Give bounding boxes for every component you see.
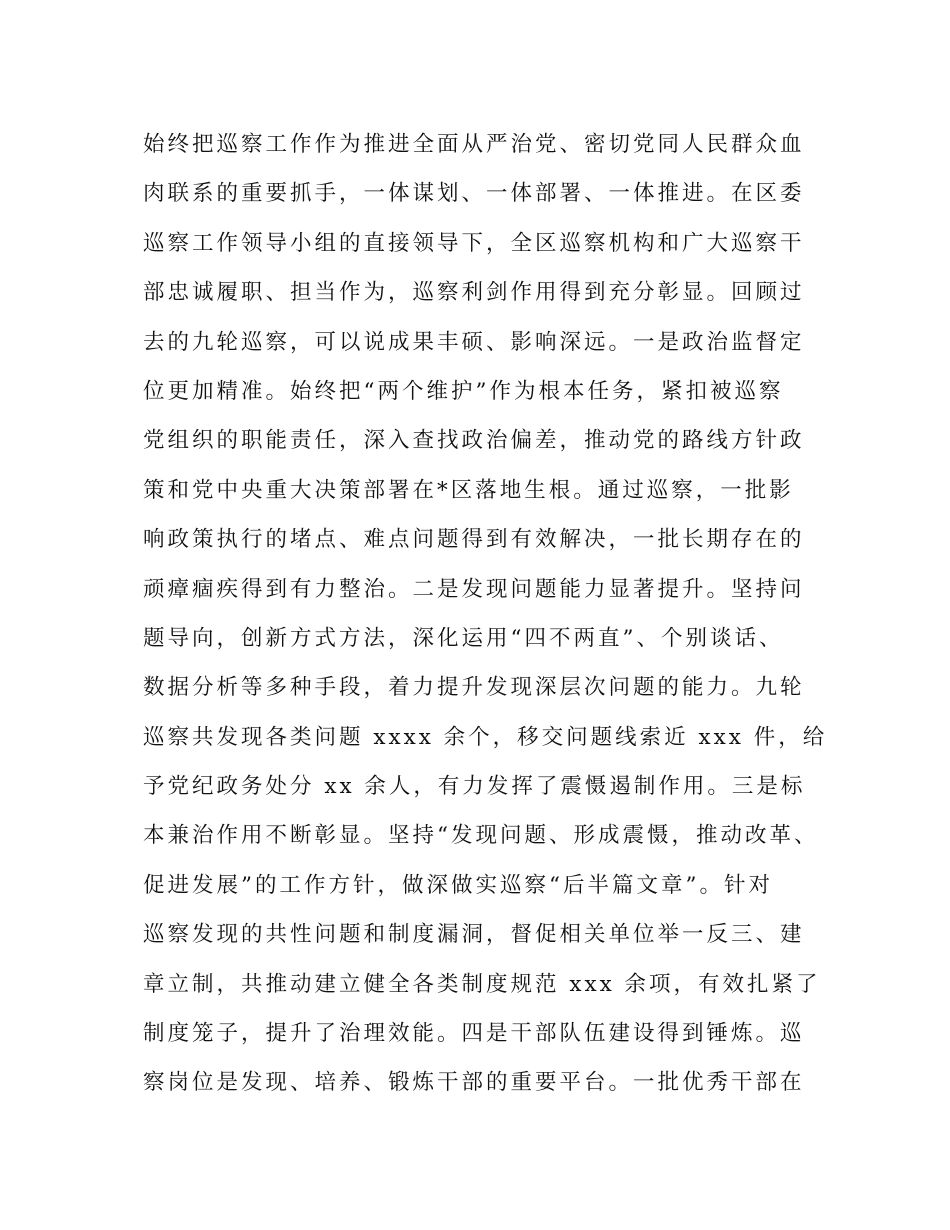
text-line: 响政策执行的堵点、难点问题得到有效解决，一批长期存在的 [143, 527, 805, 553]
text-line: 察岗位是发现、培养、锻炼干部的重要平台。一批优秀干部在 [143, 1070, 805, 1096]
text-line: 始终把巡察工作作为推进全面从严治党、密切党同人民群众血 [143, 132, 805, 157]
text-line: 题导向，创新方式方法，深化运用“四不两直”、个别谈话、 [143, 625, 784, 651]
document-body [143, 120, 828, 1108]
text-line: 予党纪政务处分 xx 余人，有力发挥了震慑遏制作用。三是标 [143, 774, 806, 800]
text-line: 巡察发现的共性问题和制度漏洞，督促相关单位举一反三、建 [143, 922, 805, 948]
text-line: 去的九轮巡察，可以说成果丰硕、影响深远。一是政治监督定 [143, 329, 805, 355]
text-line: 党组织的职能责任，深入查找政治偏差，推动党的路线方针政 [143, 428, 805, 454]
text-line: 数据分析等多种手段，着力提升发现深层次问题的能力。九轮 [143, 675, 805, 701]
text-line: 巡察工作领导小组的直接领导下，全区巡察机构和广大巡察干 [143, 230, 805, 256]
text-line: 顽瘴痼疾得到有力整治。二是发现问题能力显著提升。坚持问 [143, 576, 805, 602]
text-line: 制度笼子，提升了治理效能。四是干部队伍建设得到锤炼。巡 [143, 1021, 805, 1047]
text-line: 策和党中央重大决策部署在*区落地生根。通过巡察，一批影 [143, 477, 794, 503]
text-line: 本兼治作用不断彰显。坚持“发现问题、形成震慑，推动改革、 [143, 823, 819, 849]
text-line: 章立制，共推动建立健全各类制度规范 xxx 余项，有效扎紧了 [143, 971, 821, 997]
text-line: 肉联系的重要抓手，一体谋划、一体部署、一体推进。在区委 [143, 181, 805, 207]
text-line: 促进发展”的工作方针，做深做实巡察“后半篇文章”。针对 [143, 872, 773, 898]
text-line: 位更加精准。始终把“两个维护”作为根本任务，紧扣被巡察 [143, 378, 784, 404]
text-line: 部忠诚履职、担当作为，巡察利剑作用得到充分彰显。回顾过 [143, 280, 805, 306]
text-line: 巡察共发现各类问题 xxxx 余个，移交问题线索近 xxx 件，给 [143, 724, 828, 750]
